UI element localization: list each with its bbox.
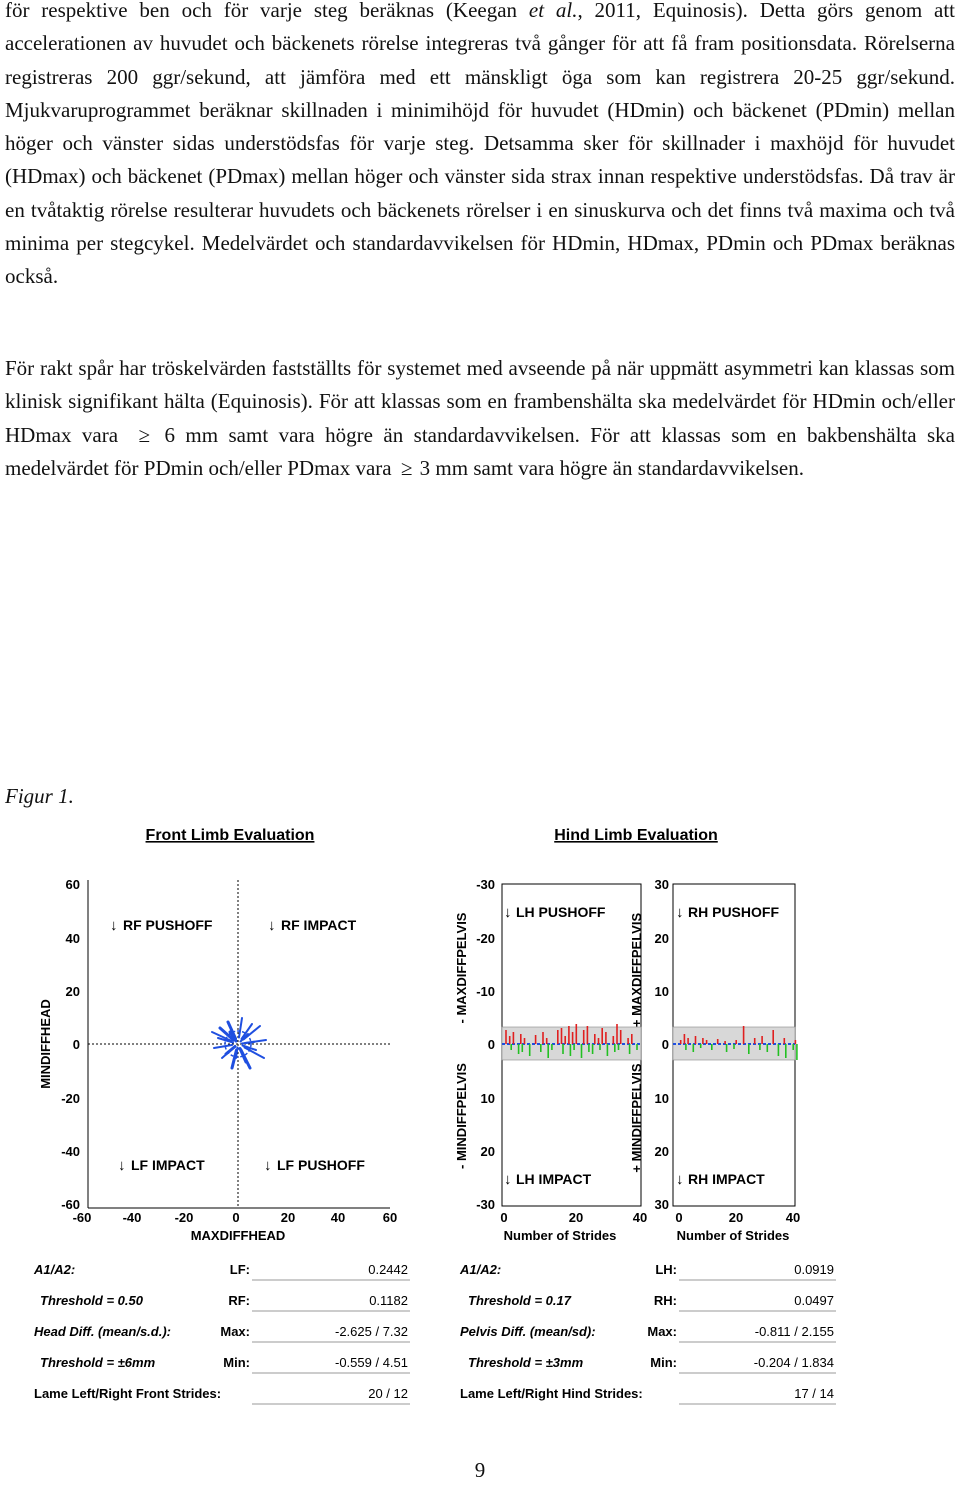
- hind-right-x-tick-label: 0: [675, 1210, 683, 1225]
- hind-left-plot: [454, 877, 647, 1243]
- hind-a1a2-label: A1/A2:: [460, 1262, 502, 1277]
- hind-lame-value: 17 / 14: [794, 1386, 834, 1401]
- hind-left-bottom-label: LH IMPACT: [516, 1171, 592, 1187]
- quadrant-label-lf-impact: LF IMPACT: [131, 1157, 205, 1173]
- hind-left-y-tick-label: 20: [480, 1144, 495, 1159]
- hind-left-y-tick-label: -30: [476, 1197, 495, 1212]
- down-arrow-icon: ↓: [676, 1171, 684, 1188]
- paragraph-1: [5, 0, 955, 294]
- front-lf-label: LF:: [229, 1262, 250, 1277]
- figure-caption: Figur 1.: [5, 784, 74, 808]
- hind-max-label: Max:: [647, 1324, 677, 1339]
- hind-left-x-tick-label: 0: [500, 1210, 508, 1225]
- front-lf-value: 0.2442: [368, 1262, 408, 1277]
- paragraph-1-text-a: för respektive ben och för varje steg beräknas (Keegan: [5, 0, 529, 22]
- down-arrow-icon: ↓: [118, 1157, 126, 1174]
- paragraph-2: [5, 352, 955, 485]
- front-x-tick-label: -40: [122, 1210, 142, 1225]
- front-threshold-2: Threshold = ±6mm: [40, 1355, 156, 1370]
- hind-right-y-tick-label: 30: [654, 1197, 669, 1212]
- hind-right-y-tick-label: 0: [661, 1037, 669, 1052]
- front-y-tick-label: 0: [72, 1037, 80, 1052]
- front-x-tick-label: -60: [72, 1210, 92, 1225]
- paragraph-1-et-al: et al.: [528, 0, 578, 22]
- front-y-tick-label: -60: [61, 1197, 80, 1212]
- front-limb-title: Front Limb Evaluation: [145, 827, 315, 844]
- hind-lh-value: 0.0919: [794, 1262, 834, 1277]
- hind-right-xlabel: Number of Strides: [676, 1228, 790, 1243]
- front-rf-value: 0.1182: [369, 1293, 408, 1308]
- hind-left-y-ticks: [476, 877, 495, 1212]
- hind-left-ylabel-bottom: - MINDIFFPELVIS: [454, 1063, 469, 1169]
- paragraph-2-text-b: 6 mm samt vara högre än standardavvikelsen. För att klassas som en bakbenshälta ska medelvärdet för PDmin och/eller PDmax vara: [5, 422, 955, 480]
- hind-left-top-label: LH PUSHOFF: [516, 904, 606, 920]
- front-y-tick-label: 60: [65, 877, 80, 892]
- front-threshold-1: Threshold = 0.50: [40, 1293, 143, 1308]
- hind-min-value: -0.204 / 1.834: [753, 1355, 834, 1370]
- front-x-tick-label: 40: [330, 1210, 346, 1225]
- hind-left-x-tick-label: 20: [568, 1210, 584, 1225]
- hind-right-y-tick-label: 20: [654, 1144, 669, 1159]
- quadrant-label-rf-pushoff: RF PUSHOFF: [123, 917, 213, 933]
- hind-left-xlabel: Number of Strides: [503, 1228, 617, 1243]
- page-number: 9: [474, 1458, 486, 1482]
- stride-vector-mark: [239, 1018, 242, 1038]
- hind-right-ylabel-bottom: + MINDIFFPELVIS: [629, 1063, 644, 1173]
- hind-right-x-tick-label: 40: [785, 1210, 801, 1225]
- hind-threshold-1: Threshold = 0.17: [468, 1293, 571, 1308]
- front-x-tick-label: 0: [232, 1210, 240, 1225]
- front-x-tick-label: 60: [382, 1210, 398, 1225]
- hind-right-bottom-label: RH IMPACT: [688, 1171, 765, 1187]
- hind-pelvis-diff-label: Pelvis Diff. (mean/sd):: [460, 1324, 596, 1339]
- front-min-value: -0.559 / 4.51: [335, 1355, 408, 1370]
- front-head-diff-label: Head Diff. (mean/s.d.):: [34, 1324, 172, 1339]
- quadrant-label-lf-pushoff: LF PUSHOFF: [277, 1157, 365, 1173]
- stride-vector-mark: [226, 1047, 235, 1055]
- hind-left-x-tick-label: 40: [632, 1210, 648, 1225]
- hind-max-value: -0.811 / 2.155: [754, 1324, 834, 1339]
- hind-left-x-ticks: [500, 1210, 647, 1225]
- front-x-tick-label: 20: [280, 1210, 296, 1225]
- hind-right-y-tick-label: 10: [654, 984, 669, 999]
- hind-right-top-label: RH PUSHOFF: [688, 904, 779, 920]
- hind-right-x-ticks: [675, 1210, 800, 1225]
- hind-left-ylabel-top: - MAXDIFFPELVIS: [454, 912, 469, 1024]
- hind-rh-label: RH:: [653, 1293, 677, 1308]
- stride-vector-mark: [214, 1045, 232, 1048]
- hind-left-y-tick-label: -30: [476, 877, 495, 892]
- front-x-tick-label: -20: [174, 1210, 194, 1225]
- down-arrow-icon: ↓: [676, 904, 684, 921]
- front-x-ticks: [73, 1210, 398, 1225]
- hind-summary-table: [459, 1262, 836, 1404]
- hind-right-ylabel-top: + MAXDIFFPELVIS: [629, 912, 644, 1028]
- hind-right-x-tick-label: 20: [728, 1210, 744, 1225]
- front-y-tick-label: -40: [61, 1144, 80, 1159]
- figure-1: [0, 815, 960, 1415]
- front-max-value: -2.625 / 7.32: [335, 1324, 408, 1339]
- stride-vector-mark: [242, 1042, 254, 1044]
- front-y-tick-label: -20: [61, 1091, 80, 1106]
- hind-limb-title: Hind Limb Evaluation: [554, 827, 718, 844]
- front-x-axis-label: MAXDIFFHEAD: [190, 1228, 286, 1243]
- hind-lame-label: Lame Left/Right Hind Strides:: [460, 1386, 643, 1401]
- down-arrow-icon: ↓: [504, 904, 512, 921]
- front-rf-label: RF:: [228, 1293, 250, 1308]
- hind-right-y-tick-label: 20: [654, 931, 669, 946]
- front-a1a2-label: A1/A2:: [34, 1262, 76, 1277]
- down-arrow-icon: ↓: [264, 1157, 272, 1174]
- hind-left-y-tick-label: 10: [480, 1091, 495, 1106]
- greater-equal-symbol: ≥: [138, 422, 151, 447]
- down-arrow-icon: ↓: [504, 1171, 512, 1188]
- front-min-label: Min:: [223, 1355, 250, 1370]
- hind-left-y-tick-label: 0: [487, 1037, 495, 1052]
- hind-right-y-tick-label: 10: [654, 1091, 669, 1106]
- hind-left-y-tick-label: -20: [476, 931, 495, 946]
- hind-rh-value: 0.0497: [794, 1293, 834, 1308]
- front-summary-table: [33, 1262, 410, 1404]
- front-y-axis-label: MINDIFFHEAD: [38, 999, 53, 1089]
- front-lame-value: 20 / 12: [368, 1386, 408, 1401]
- down-arrow-icon: ↓: [268, 917, 276, 934]
- front-y-ticks: [61, 877, 80, 1212]
- hind-threshold-2: Threshold = ±3mm: [468, 1355, 584, 1370]
- front-max-label: Max:: [220, 1324, 250, 1339]
- hind-left-y-tick-label: -10: [476, 984, 495, 999]
- paragraph-2-text-a: För rakt spår har tröskelvärden fastställts för systemet med avseende på när uppmätt asymmetri kan klassas som klinisk signifikant hälta (Equinosis). För att klassas som en frambenshälta ska medelvärdet för HDmin och/eller HDmax vara: [5, 356, 955, 447]
- stride-vector-mark: [241, 1050, 250, 1068]
- hind-lh-label: LH:: [655, 1262, 677, 1277]
- quadrant-label-rf-impact: RF IMPACT: [281, 917, 357, 933]
- down-arrow-icon: ↓: [110, 917, 118, 934]
- front-lame-label: Lame Left/Right Front Strides:: [34, 1386, 222, 1401]
- front-scatter-plot: [38, 877, 397, 1243]
- front-y-tick-label: 40: [65, 931, 80, 946]
- stride-vector-cluster: [212, 1018, 266, 1068]
- greater-equal-symbol: ≥: [400, 455, 413, 480]
- hind-right-y-ticks: [655, 877, 669, 1212]
- hind-right-y-tick-label: 30: [654, 877, 669, 892]
- paragraph-2-text-c: 3 mm samt vara högre än standardavvikelsen.: [414, 455, 804, 480]
- front-y-tick-label: 20: [65, 984, 80, 999]
- hind-right-plot: [629, 877, 800, 1243]
- paragraph-1-text-c: , 2011, Equinosis). Detta görs genom att accelerationen av huvudet och bäckenets rörelse integreras två gånger för att få fram positionsdata. Rörelserna registreras 200 ggr/sekund, att jämföra med ett mänskligt öga som kan registrera 20-25 ggr/sekund. Mjukvaruprogrammet beräknar skillnaden i minimihöjd för huvudet (HDmin) och bäckenet (PDmin) mellan höger och vänster sidas understödsfas för varje steg. Detsamma sker för skillnader i maxhöjd för huvudet (HDmax) och bäckenet (PDmax) mellan höger och vänster sida strax innan respektive understödsfas. Då trav är en tvåtaktig rörelse resulterar huvudets och bäckenets rörelser i en sinuskurva och det finns två maxima och två minima per stegcykel. Medelvärdet och standardavvikelsen för HDmin, HDmax, PDmin och PDmax beräknas också.: [5, 0, 955, 289]
- hind-min-label: Min:: [650, 1355, 677, 1370]
